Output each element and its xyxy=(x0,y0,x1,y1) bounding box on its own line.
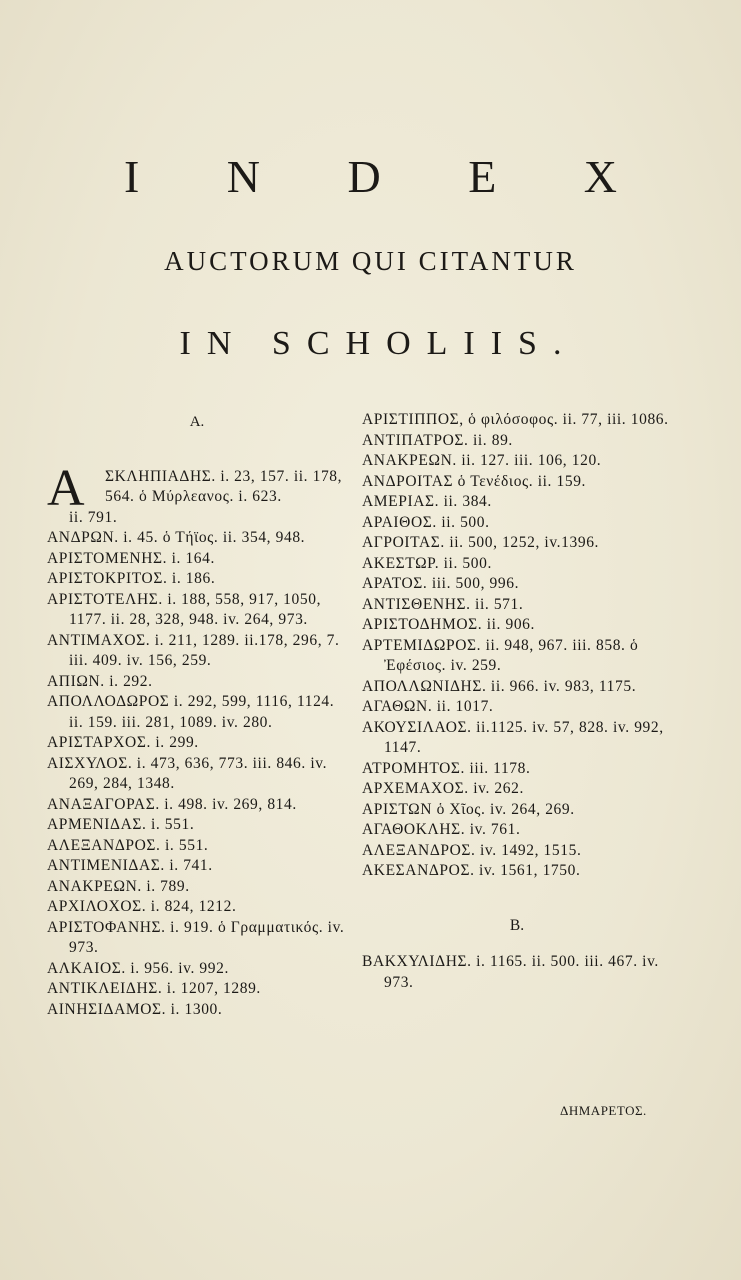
index-entry: ΑΝΔΡΩΝ. i. 45. ὁ Τήϊος. ii. 354, 948. xyxy=(47,529,306,546)
right-entry-list xyxy=(362,410,672,882)
index-entry: ΑΡΜΕΝΙΔΑΣ. i. 551. xyxy=(47,816,195,833)
index-entry: ΑΙΣΧΥΛΟΣ. i. 473, 636, 773. iii. 846. iv. 269, 284, 1348. xyxy=(47,754,328,792)
index-entry: ΑΡΙΣΤΟΜΕΝΗΣ. i. 164. xyxy=(47,549,215,567)
dropcap-letter: A xyxy=(47,459,86,517)
index-entry: ΑΡΙΣΤΑΡΧΟΣ. i. 299. xyxy=(47,734,199,751)
index-entry: ΑΜΕΡΙΑΣ. ii. 384. xyxy=(362,493,492,510)
index-entry: ΑΝΤΙΜΑΧΟΣ. i. 211, 1289. ii.178, 296, 7. iii. 409. iv. 156, 259. xyxy=(47,631,340,669)
catchword: ΔΗΜΑΡΕΤΟΣ. xyxy=(560,1103,647,1118)
index-entry: ΑΠΟΛΛΩΝΙΔΗΣ. ii. 966. iv. 983, 1175. xyxy=(362,677,637,695)
index-entry: ΑΡΙΣΤΙΠΠΟΣ, ὁ φιλόσοφος. ii. 77, iii. 1086. xyxy=(362,411,669,428)
first-entry xyxy=(47,459,347,529)
index-entry: ΑΚΟΥΣΙΛΑΟΣ. ii.1125. iv. 57, 828. iv. 992, 1147. xyxy=(362,718,664,756)
first-entry-continuation: ii. 791. xyxy=(69,508,118,526)
index-entry: ΑΠΙΩΝ. i. 292. xyxy=(47,672,153,690)
index-entry: ΑΛΕΞΑΝΔΡΟΣ. i. 551. xyxy=(47,836,209,854)
index-entry: ΑΡΧΕΜΑΧΟΣ. iv. 262. xyxy=(362,780,524,797)
index-entry: ΑΡΑΙΘΟΣ. ii. 500. xyxy=(362,513,490,531)
index-entry: ΑΡΧΙΛΟΧΟΣ. i. 824, 1212. xyxy=(47,898,237,915)
index-entry: ΒΑΚΧΥΛΙΔΗΣ. i. 1165. ii. 500. iii. 467. iv. 973. xyxy=(362,953,659,991)
index-entry: ΑΙΝΗΣΙΔΑΜΟΣ. i. 1300. xyxy=(47,1000,223,1018)
index-entry: ΑΝΤΙΜΕΝΙΔΑΣ. i. 741. xyxy=(47,857,213,874)
index-entry: ΑΝΑΚΡΕΩΝ. ii. 127. iii. 106, 120. xyxy=(362,452,602,469)
index-entry: ΑΝΤΙΠΑΤΡΟΣ. ii. 89. xyxy=(362,431,513,449)
index-entry: ΑΡΙΣΤΟΚΡΙΤΟΣ. i. 186. xyxy=(47,570,216,587)
index-entry: ΑΛΕΞΑΝΔΡΟΣ. iv. 1492, 1515. xyxy=(362,841,582,859)
left-column xyxy=(47,400,347,1020)
index-entry: ΑΤΡΟΜΗΤΟΣ. iii. 1178. xyxy=(362,759,531,777)
index-entry: ΑΝΤΙΣΘΕΝΗΣ. ii. 571. xyxy=(362,595,524,613)
index-entry: ΑΝΤΙΚΛΕΙΔΗΣ. i. 1207, 1289. xyxy=(47,980,261,997)
index-entry: ΑΝΑΞΑΓΟΡΑΣ. i. 498. iv. 269, 814. xyxy=(47,795,297,813)
index-entry: ΑΠΟΛΛΟΔΩΡΟΣ i. 292, 599, 1116, 1124. ii. 159. iii. 281, 1089. iv. 280. xyxy=(47,693,335,731)
section-b-heading: B. xyxy=(509,916,525,934)
right-column xyxy=(362,410,672,993)
index-entry: ΑΓΑΘΩΝ. ii. 1017. xyxy=(362,698,494,715)
index-entry: ΑΛΚΑΙΟΣ. i. 956. iv. 992. xyxy=(47,959,229,977)
index-entry: ΑΡΑΤΟΣ. iii. 500, 996. xyxy=(362,575,520,592)
index-entry: ΑΡΙΣΤΟΦΑΝΗΣ. i. 919. ὁ Γραμματικός. iv. 973. xyxy=(47,918,345,956)
left-entry-list xyxy=(47,528,347,1020)
index-entry: ΑΓΡΟΙΤΑΣ. ii. 500, 1252, iv.1396. xyxy=(362,534,600,551)
index-scholiis-heading: IN SCHOLIIS. xyxy=(179,325,578,362)
index-entry: ΑΚΕΣΤΩΡ. ii. 500. xyxy=(362,554,492,572)
index-entry: ΑΡΙΣΤΩΝ ὁ Χῖος. iv. 264, 269. xyxy=(362,800,575,818)
index-entry: ΑΡΙΣΤΟΤΕΛΗΣ. i. 188, 558, 917, 1050, 1177. ii. 28, 328, 948. iv. 264, 973. xyxy=(47,590,322,628)
index-entry: ΑΡΙΣΤΟΔΗΜΟΣ. ii. 906. xyxy=(362,616,535,633)
index-entry: ΑΝΔΡΟΙΤΑΣ ὁ Τενέδιος. ii. 159. xyxy=(362,472,587,490)
section-b-entry-list xyxy=(362,952,672,993)
index-entry: ΑΚΕΣΑΝΔΡΟΣ. iv. 1561, 1750. xyxy=(362,862,581,879)
index-entry: ΑΓΑΘΟΚΛΗΣ. iv. 761. xyxy=(362,821,521,838)
index-title: I N D E X xyxy=(123,151,656,202)
first-entry-text: ΣΚΛΗΠΙΑΔΗΣ. i. 23, 157. ii. 178, 564. ὁ Μύρλεανος. i. 623. xyxy=(105,467,343,505)
index-entry: ΑΡΤΕΜΙΔΩΡΟΣ. ii. 948, 967. iii. 858. ὁ Ἐφέσιος. iv. 259. xyxy=(362,636,639,674)
section-a-heading: A. xyxy=(189,414,205,430)
index-entry: ΑΝΑΚΡΕΩΝ. i. 789. xyxy=(47,877,190,895)
index-subtitle: AUCTORUM QUI CITANTUR xyxy=(164,246,577,276)
